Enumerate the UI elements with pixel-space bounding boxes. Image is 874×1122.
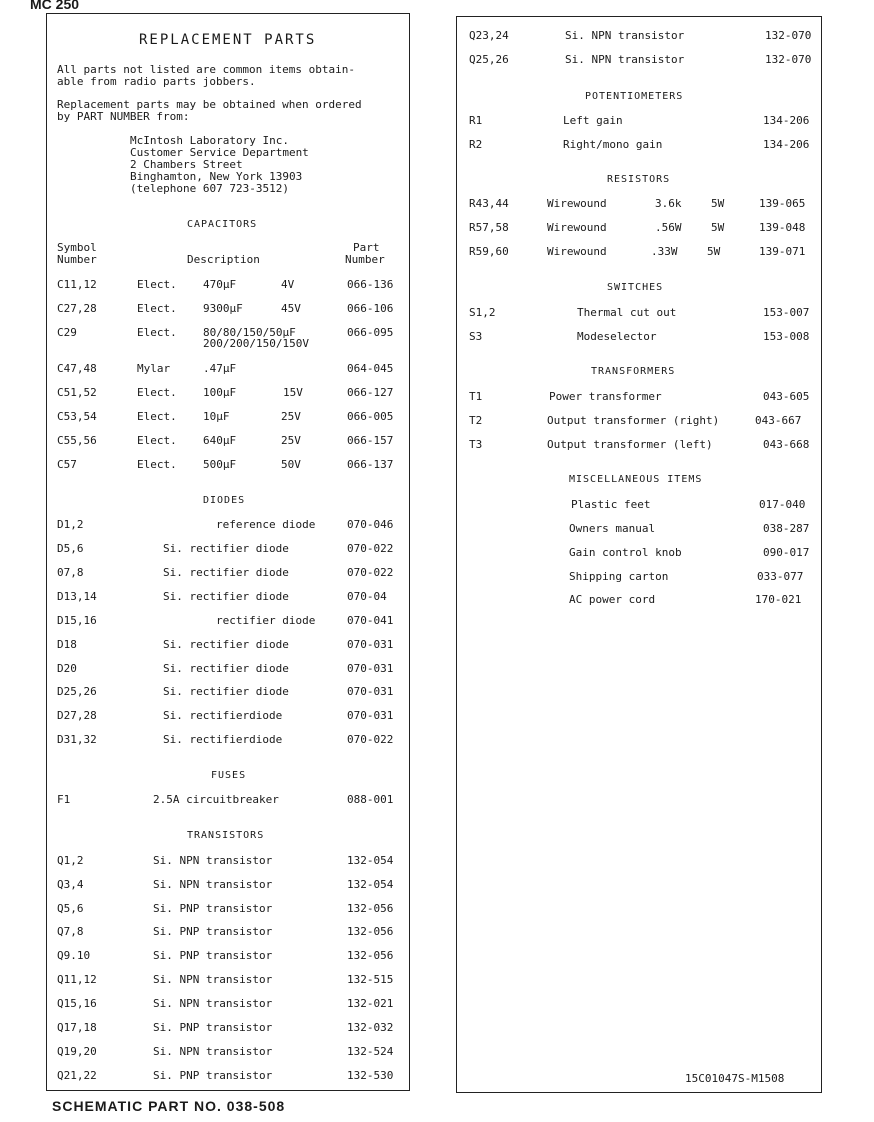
type: Elect.	[137, 302, 177, 315]
description: AC power cord	[569, 593, 656, 606]
type: Wirewound	[547, 221, 607, 234]
fuses-heading: FUSES	[211, 770, 247, 781]
symbol: C57	[57, 458, 77, 471]
table-row	[57, 878, 407, 892]
part-number: 132-056	[347, 902, 394, 915]
address-line-1: McIntosh Laboratory Inc.	[130, 134, 289, 147]
table-row	[57, 590, 407, 604]
symbol: Q21,22	[57, 1069, 97, 1082]
symbol: D1,2	[57, 518, 84, 531]
table-row	[469, 53, 819, 67]
description: Si. rectifier diode	[163, 566, 289, 579]
table-row	[57, 685, 407, 699]
part-number: 066-095	[347, 326, 394, 339]
type: Mylar	[137, 362, 171, 375]
col-part-1: Part	[353, 241, 380, 254]
symbol: C51,52	[57, 386, 97, 399]
table-row	[57, 458, 407, 472]
part-number: 043-605	[763, 390, 810, 403]
description: Left gain	[563, 114, 623, 127]
diodes-heading: DIODES	[203, 495, 246, 506]
table-row	[57, 410, 407, 424]
table-row	[469, 245, 819, 259]
description: Si. rectifier diode	[163, 590, 289, 603]
table-row	[57, 278, 407, 292]
symbol: Q1,2	[57, 854, 84, 867]
symbol: R57,58	[469, 221, 509, 234]
description: Si. NPN transistor	[153, 997, 273, 1010]
part-number: 017-040	[759, 498, 806, 511]
switches-heading: SWITCHES	[607, 282, 664, 293]
part-number: 088-001	[347, 793, 394, 806]
table-row	[469, 438, 819, 452]
intro-line-1: All parts not listed are common items obtain-	[57, 63, 356, 76]
part-number: 132-056	[347, 925, 394, 938]
symbol: D5,6	[57, 542, 84, 555]
type: Wirewound	[547, 197, 607, 210]
voltage: 25V	[281, 434, 301, 447]
table-row	[57, 614, 407, 628]
part-number: 132-070	[765, 29, 812, 42]
symbol: R43,44	[469, 197, 509, 210]
type: Elect.	[137, 434, 177, 447]
table-row	[57, 1069, 407, 1083]
symbol: D27,28	[57, 709, 97, 722]
transformers-heading: TRANSFORMERS	[591, 366, 676, 377]
voltage: 50V	[281, 458, 301, 471]
part-number: 066-157	[347, 434, 394, 447]
intro-line-4: by PART NUMBER from:	[57, 110, 190, 123]
page-title: REPLACEMENT PARTS	[139, 32, 317, 48]
symbol: D20	[57, 662, 77, 675]
description: rectifier diode	[163, 614, 316, 627]
part-number: 132-056	[347, 949, 394, 962]
value: 9300µF	[203, 302, 243, 315]
value: 100µF	[203, 386, 237, 399]
symbol: D13,14	[57, 590, 97, 603]
table-row	[57, 638, 407, 652]
part-number: 132-524	[347, 1045, 394, 1058]
symbol: S3	[469, 330, 483, 343]
description: Si. PNP transistor	[153, 902, 273, 915]
symbol: Q25,26	[469, 53, 509, 66]
table-row	[57, 302, 407, 316]
symbol: C27,28	[57, 302, 97, 315]
description: Plastic feet	[571, 498, 651, 511]
symbol: Q15,16	[57, 997, 97, 1010]
value: .33W	[651, 245, 678, 258]
table-row	[57, 386, 407, 400]
description: Power transformer	[549, 390, 662, 403]
table-row	[469, 330, 819, 344]
transistors-heading: TRANSISTORS	[187, 830, 265, 841]
part-number: 066-136	[347, 278, 394, 291]
description: Owners manual	[569, 522, 656, 535]
type: Elect.	[137, 458, 177, 471]
part-number: 153-007	[763, 306, 810, 319]
part-number: 132-530	[347, 1069, 394, 1082]
part-number: 070-022	[347, 733, 394, 746]
table-row	[57, 566, 407, 580]
table-row	[57, 518, 407, 532]
part-number: 070-041	[347, 614, 394, 627]
symbol: F1	[57, 793, 71, 806]
table-row	[57, 542, 407, 556]
part-number: 134-206	[763, 138, 810, 151]
symbol: Q3,4	[57, 878, 84, 891]
col-part-2: Number	[345, 253, 385, 266]
value: 640µF	[203, 434, 237, 447]
description: Si. rectifier diode	[163, 638, 289, 651]
address-line-3: 2 Chambers Street	[130, 158, 243, 171]
description: Modeselector	[577, 330, 657, 343]
table-row	[469, 570, 819, 584]
right-parts-panel	[456, 16, 822, 1093]
document-code: 15C01047S-M1508	[685, 1072, 785, 1085]
description: reference diode	[163, 518, 316, 531]
table-row	[57, 662, 407, 676]
description: 2.5A circuitbreaker	[153, 793, 279, 806]
table-row	[469, 390, 819, 404]
table-row	[469, 593, 819, 607]
description: Right/mono gain	[563, 138, 663, 151]
voltage: 25V	[281, 410, 301, 423]
part-number: 038-287	[763, 522, 810, 535]
capacitors-heading: CAPACITORS	[187, 219, 258, 230]
intro-line-2: able from radio parts jobbers.	[57, 75, 256, 88]
description: Si. rectifierdiode	[163, 709, 283, 722]
part-number: 170-021	[755, 593, 802, 606]
type: Elect.	[137, 278, 177, 291]
symbol: Q9.10	[57, 949, 91, 962]
part-number: 134-206	[763, 114, 810, 127]
symbol: Q7,8	[57, 925, 84, 938]
symbol: Q17,18	[57, 1021, 97, 1034]
address-line-4: Binghamton, New York 13903	[130, 170, 303, 183]
description: Output transformer (left)	[547, 438, 713, 451]
table-row	[469, 306, 819, 320]
model-label: MC 250	[30, 0, 80, 12]
symbol: D31,32	[57, 733, 97, 746]
description: Output transformer (right)	[547, 414, 720, 427]
intro-line-3: Replacement parts may be obtained when ordered	[57, 98, 362, 111]
description: Si. NPN transistor	[153, 878, 273, 891]
symbol: S1,2	[469, 306, 496, 319]
symbol: Q11,12	[57, 973, 97, 986]
part-number: 139-048	[759, 221, 806, 234]
symbol: Q23,24	[469, 29, 509, 42]
table-row	[469, 114, 819, 128]
table-row	[469, 546, 819, 560]
symbol: C29	[57, 326, 77, 339]
part-number: 070-022	[347, 566, 394, 579]
type: Elect.	[137, 410, 177, 423]
description: Si. PNP transistor	[153, 1021, 273, 1034]
part-number: 090-017	[763, 546, 810, 559]
table-row	[469, 197, 819, 211]
wattage: 5W	[711, 197, 725, 210]
symbol: D18	[57, 638, 77, 651]
col-description: Description	[187, 253, 260, 266]
part-number: 043-668	[763, 438, 810, 451]
left-parts-panel	[46, 13, 410, 1091]
address-line-5: (telephone 607 723-3512)	[130, 182, 289, 195]
table-row	[469, 138, 819, 152]
symbol: D25,26	[57, 685, 97, 698]
description: Si. NPN transistor	[565, 29, 685, 42]
part-number: 070-04	[347, 590, 387, 603]
description: Si. NPN transistor	[153, 1045, 273, 1058]
col-symbol-2: Number	[57, 253, 97, 266]
part-number: 043-667	[755, 414, 802, 427]
value-line-2: 200/200/150/150V	[203, 337, 309, 350]
potentiometers-heading: POTENTIOMETERS	[585, 91, 684, 102]
symbol: R2	[469, 138, 483, 151]
value: 10µF	[203, 410, 230, 423]
type: Wirewound	[547, 245, 607, 258]
part-number: 132-070	[765, 53, 812, 66]
type: Elect.	[137, 386, 177, 399]
part-number: 066-127	[347, 386, 394, 399]
table-row	[57, 362, 407, 376]
description: Si. rectifier diode	[163, 685, 289, 698]
part-number: 139-071	[759, 245, 806, 258]
part-number: 132-515	[347, 973, 394, 986]
description: Gain control knob	[569, 546, 682, 559]
table-row	[57, 1021, 407, 1035]
value: 3.6k	[655, 197, 682, 210]
address-line-2: Customer Service Department	[130, 146, 309, 159]
part-number: 132-054	[347, 854, 394, 867]
description: Si. NPN transistor	[153, 973, 273, 986]
description: Thermal cut out	[577, 306, 677, 319]
resistors-heading: RESISTORS	[607, 174, 671, 185]
table-row	[469, 29, 819, 43]
description: Si. rectifier diode	[163, 542, 289, 555]
part-number: 070-031	[347, 638, 394, 651]
voltage: 15V	[283, 386, 303, 399]
table-row	[57, 326, 407, 352]
part-number: 066-005	[347, 410, 394, 423]
description: Si. NPN transistor	[153, 854, 273, 867]
part-number: 066-137	[347, 458, 394, 471]
symbol: C53,54	[57, 410, 97, 423]
symbol: D15,16	[57, 614, 97, 627]
part-number: 064-045	[347, 362, 394, 375]
table-row	[469, 414, 819, 428]
table-row	[57, 434, 407, 448]
part-number: 070-022	[347, 542, 394, 555]
description: Si. PNP transistor	[153, 1069, 273, 1082]
schematic-part-number: SCHEMATIC PART NO. 038-508	[52, 1098, 286, 1114]
table-row	[57, 1045, 407, 1059]
table-row	[57, 902, 407, 916]
description: Si. rectifierdiode	[163, 733, 283, 746]
wattage: 5W	[707, 245, 721, 258]
part-number: 139-065	[759, 197, 806, 210]
symbol: T1	[469, 390, 483, 403]
type: Elect.	[137, 326, 177, 339]
voltage: 45V	[281, 302, 301, 315]
table-row	[57, 925, 407, 939]
part-number: 132-032	[347, 1021, 394, 1034]
symbol: C47,48	[57, 362, 97, 375]
voltage: 4V	[281, 278, 295, 291]
part-number: 070-046	[347, 518, 394, 531]
value: 470µF	[203, 278, 237, 291]
part-number: 070-031	[347, 685, 394, 698]
table-row	[57, 854, 407, 868]
part-number: 132-021	[347, 997, 394, 1010]
part-number: 070-031	[347, 709, 394, 722]
description: Si. rectifier diode	[163, 662, 289, 675]
value: 80/80/150/50µF	[203, 326, 296, 339]
table-row	[57, 793, 407, 807]
part-number: 132-054	[347, 878, 394, 891]
part-number: 033-077	[757, 570, 804, 583]
wattage: 5W	[711, 221, 725, 234]
misc-heading: MISCELLANEOUS ITEMS	[569, 474, 703, 485]
part-number: 153-008	[763, 330, 810, 343]
description: Si. NPN transistor	[565, 53, 685, 66]
table-row	[57, 997, 407, 1011]
description: Si. PNP transistor	[153, 949, 273, 962]
value: .47µF	[203, 362, 237, 375]
table-row	[469, 522, 819, 536]
value: .56W	[655, 221, 682, 234]
symbol: T3	[469, 438, 483, 451]
symbol: R1	[469, 114, 483, 127]
symbol: C11,12	[57, 278, 97, 291]
table-row	[57, 733, 407, 747]
description: Si. PNP transistor	[153, 925, 273, 938]
table-row	[57, 949, 407, 963]
symbol: 07,8	[57, 566, 84, 579]
col-symbol-1: Symbol	[57, 241, 97, 254]
table-row	[57, 973, 407, 987]
part-number: 070-031	[347, 662, 394, 675]
symbol: T2	[469, 414, 483, 427]
table-row	[469, 498, 819, 512]
value: 500µF	[203, 458, 237, 471]
table-row	[469, 221, 819, 235]
symbol: Q19,20	[57, 1045, 97, 1058]
symbol: Q5,6	[57, 902, 84, 915]
description: Shipping carton	[569, 570, 669, 583]
table-row	[57, 709, 407, 723]
part-number: 066-106	[347, 302, 394, 315]
symbol: R59,60	[469, 245, 509, 258]
symbol: C55,56	[57, 434, 97, 447]
